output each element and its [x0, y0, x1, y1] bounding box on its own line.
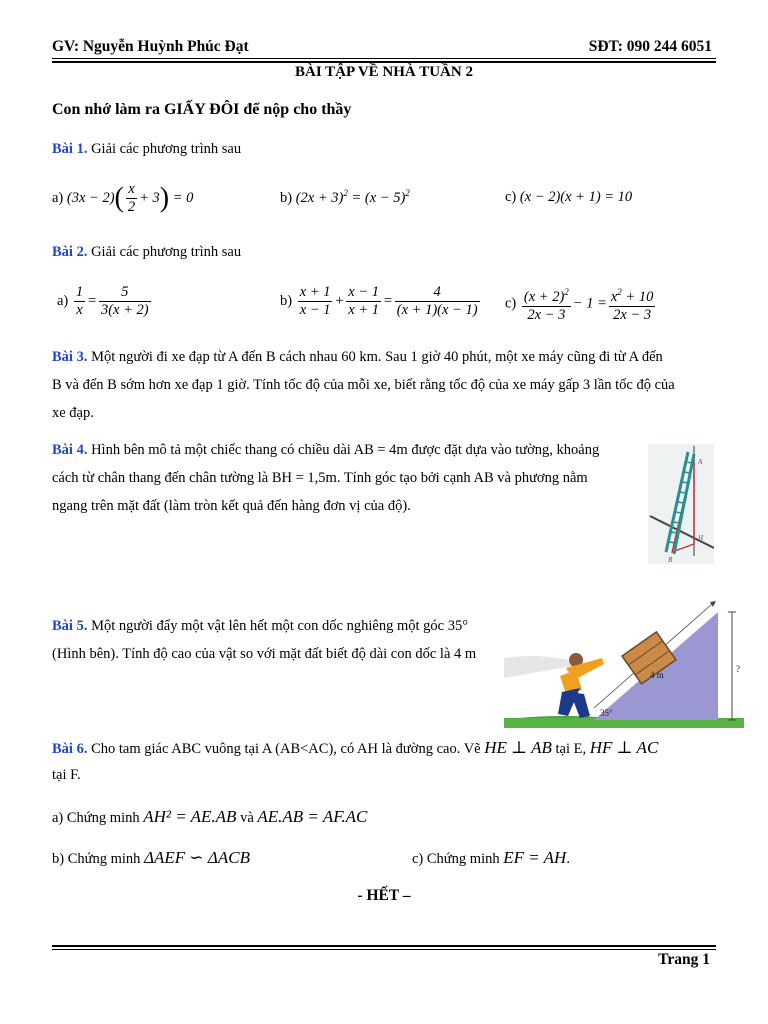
- bai1-a-label: a): [52, 189, 64, 206]
- bai5-text1: Một người đẩy một vật lên hết một con dốc nghiêng một góc 35°: [91, 618, 469, 634]
- bai2-a: a) $\frac{1}{x}$ = $\frac{5}{3(x + 2)}$: [57, 284, 149, 318]
- bai6-c-label: c) Chứng minh: [412, 851, 500, 867]
- bai4-line3: ngang trên mặt đất (làm tròn kết quả đến hàng đơn vị của độ).: [52, 498, 411, 514]
- bai5: [52, 612, 502, 668]
- bai6-a-eq1: AH² = AE.AB: [143, 807, 237, 826]
- bai3-label: Bài 3.: [52, 349, 88, 365]
- note: Con nhớ làm ra GIẤY ĐÔI để nộp cho thầy: [52, 101, 352, 118]
- page-number: Trang 1: [658, 951, 710, 968]
- bai1-b-label: b): [280, 189, 293, 206]
- footer-rule-thick: [52, 945, 716, 947]
- bai2-text: Giải các phương trình sau: [91, 244, 242, 260]
- bai3: [52, 343, 720, 427]
- ladder-figure: [648, 444, 714, 564]
- bai6-and: và: [240, 810, 254, 826]
- fig-label-h: H: [698, 534, 704, 542]
- bai2-b-label: b): [280, 292, 293, 309]
- bai6-label: Bài 6.: [52, 741, 88, 757]
- fig-slope-length: 4 m: [650, 670, 664, 680]
- bai2-b: b) $\frac{x + 1}{x - 1}$ + $\frac{x - 1}{x + 1}$ = $\frac{4}{(x + 1)(x - 1)}$: [280, 284, 478, 318]
- bai5-label: Bài 5.: [52, 618, 88, 634]
- bai2-label: Bài 2.: [52, 244, 88, 260]
- bai6-b-label: b) Chứng minh: [52, 851, 141, 867]
- bai6-a: [52, 807, 367, 827]
- bai4-line2: cách từ chân thang đến chân tường là BH = 1,5m. Tính góc tạo bởi cạnh AB và phương nằm: [52, 470, 588, 486]
- fig-label-b: B: [668, 556, 673, 564]
- slope-figure: [504, 598, 748, 732]
- bai4-label: Bài 4.: [52, 442, 88, 458]
- bai6-b: [52, 848, 250, 868]
- phone-number: SĐT: 090 244 6051: [588, 38, 712, 55]
- bai6-text1: Cho tam giác ABC vuông tại A (AB<AC), có AH là đường cao. Vẽ: [91, 741, 481, 757]
- bai2-c: c) $\frac{(x + 2)^2}{2x - 3}$ − 1 = $\frac{x^2 + 10}{2x - 3}$: [505, 284, 657, 324]
- bai1-c: c) (x − 2)(x + 1) = 10: [505, 189, 633, 205]
- bai6-hf: HF ⊥ AC: [589, 738, 659, 757]
- bai4: [52, 436, 642, 520]
- bai5-line1: [52, 612, 502, 640]
- bai6-line2: tại F.: [52, 767, 81, 783]
- bai3-line3: xe đạp.: [52, 405, 94, 421]
- bai4-line1: [52, 436, 642, 464]
- fig-slope-height: ?: [736, 664, 740, 674]
- bai6-c-dot: .: [566, 851, 570, 867]
- bai6-line1: [52, 738, 658, 758]
- bai6-a-label: a) Chứng minh: [52, 810, 140, 826]
- bai3-line1: [52, 343, 720, 371]
- header-rule: [52, 58, 716, 59]
- fig-label-a: A: [698, 458, 703, 466]
- bai6-c-eq: EF = AH: [503, 848, 567, 867]
- fig-slope-angle: 35°: [600, 708, 613, 718]
- teacher-name: GV: Nguyễn Huỳnh Phúc Đạt: [52, 38, 249, 55]
- bai5-line2: (Hình bên). Tính độ cao của vật so với mặt đất biết độ dài con dốc là 4 m: [52, 646, 477, 662]
- bai3-line2: B và đến B sớm hơn xe đạp 1 giờ. Tính tốc độ của mỗi xe, biết rằng tốc độ của xe máy gấp 3 lần tốc độ của: [52, 377, 675, 393]
- bai6-b-eq: ΔAEF ∽ ΔACB: [144, 848, 251, 867]
- bai6-c: [412, 848, 570, 868]
- bai2-heading: [52, 244, 241, 261]
- bai4-text1: Hình bên mô tả một chiếc thang có chiều dài AB = 4m được đặt dựa vào tường, khoảng: [91, 442, 600, 458]
- bai1-text: Giải các phương trình sau: [91, 141, 242, 157]
- bai6-he: HE ⊥ AB: [484, 738, 552, 757]
- bai6-a-eq2: AE.AB = AF.AC: [257, 807, 368, 826]
- bai1-a: a) (3x − 2)( $\frac{x}{2}$ + 3) = 0: [52, 181, 194, 215]
- page-title: BÀI TẬP VỀ NHÀ TUẦN 2: [295, 64, 473, 80]
- bai2-a-label: a): [57, 292, 69, 309]
- bai1-label: Bài 1.: [52, 141, 88, 157]
- bai1-heading: [52, 141, 241, 158]
- end-marker: - HẾT –: [357, 887, 411, 904]
- bai2-c-label: c): [505, 295, 517, 312]
- header-rule-thick: [52, 61, 716, 63]
- bai6-tai-e: tại E,: [555, 741, 587, 757]
- bai1-b: b) $(2x + 3)^2 = (x - 5)^2$: [280, 188, 410, 206]
- bai3-text1: Một người đi xe đạp từ A đến B cách nhau 60 km. Sau 1 giờ 40 phút, một xe máy cũng đi từ A đến: [91, 349, 663, 365]
- bai1-c-label: c): [505, 189, 517, 205]
- footer-rule: [52, 949, 716, 950]
